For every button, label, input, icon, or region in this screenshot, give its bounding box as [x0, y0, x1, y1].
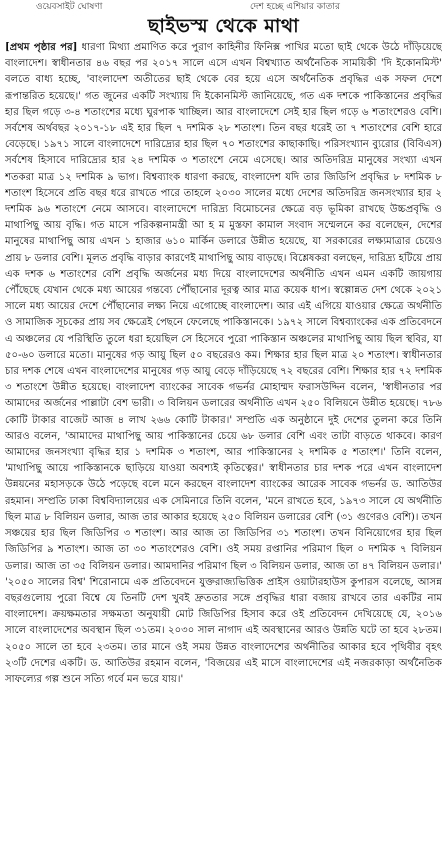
article-body [5, 40, 442, 862]
top-right-fragment: দেশ হচ্ছে এশিয়ার কাতার [250, 2, 340, 12]
continuation-marker: [প্রথম পৃষ্ঠার পর] [5, 42, 78, 53]
article-paragraph [5, 40, 442, 688]
article-text: ধারণা মিথ্যা প্রমাণিত করে পুরাণ কাহিনীর ফিনিক্স পাখির মতো ছাই থেকে উঠে দাঁড়িয়েছে বাংলাদেশ। স্বাধীনতার ৪৬ বছর পর ২০১৭ সালে এসে এখন বিশ্বখ্যাত অর্থনৈতিক সাময়িকী 'দি ইকোনমিস্ট' বলতে বাধ্য হচ্ছে, 'বাংলাদেশ অতীতের ছাই থেকে বের হয়ে এসে অর্থনৈতিক প্রবৃদ্ধির এক সফল দেশে রূপান্তরিত হয়েছে।' গত জুনের একটি সংখ্যায় দি ইকোনমিস্ট জানিয়েছে, গত এক দশকে পাকিস্তানের প্রবৃদ্ধির হার ছিল গড়ে ৩-৪ শতাংশের মধ্যে ঘুরপাক খাচ্ছিল। আর বাংলাদেশে সেই হার ছিল গড়ে ৬ শতাংশেরও বেশি। সর্বশেষ অর্থবছর ২০১৭-১৮ এই হার ছিল ৭ দশমিক ২৮ শতাংশ। তিন বছর ধরেই তা ৭ শতাংশের বেশি হারে বেড়েছে। ১৯৭১ সালে বাংলাদেশে দারিদ্র্যের হার ছিল ৭০ শতাংশের কাছাকাছি। পরিসংখ্যান ব্যুরোর (বিবিএস) সর্বশেষ হিসাবে দারিদ্র্যের হার ২৪ দশমিক ৩ শতাংশে নেমে এসেছে। আর অতিদরিদ্র মানুষের সংখ্যা এখন শতকরা মাত্র ১২ দশমিক ৯ ভাগ। বিশ্বব্যাংক ধারণা করছে, বাংলাদেশ যদি তার জিডিপি প্রবৃদ্ধির ৮ দশমিক ৮ শতাংশ হিসেবে প্রতি বছর ধরে রাখতে পারে তাহলে ২০৩০ সালের মধ্যে দেশের অতিদরিদ্র জনসংখ্যার হার ২ দশমিক ৯৬ শতাংশে নেমে আসবে। বাংলাদেশে দারিদ্র্য বিমোচনের ক্ষেত্রে বড় ভূমিকা রাখছে উচ্চপ্রবৃদ্ধি ও মাথাপিছু আয় বৃদ্ধি। গত মাসে পরিকল্পনামন্ত্রী আ হ ম মুস্তফা কামাল সংবাদ সম্মেলনে কর বলেছেন, দেশের মানুষের মাথাপিছু আয় এখন ১ হাজার ৬১০ মার্কিন ডলারে উন্নীত হয়েছে, যা সরকারের লক্ষ্যমাত্রার চেয়েও প্রায় ৮ ডলার বেশি। মূলত প্রবৃদ্ধি বাড়ার কারণেই মাথাপিছু আয় বাড়ছে। বিশ্লেষকরা বলছেন, দারিদ্র্য হটিয়ে প্রায় এক দশক ৬ শতাংশের বেশি প্রবৃদ্ধি অর্জনের মধ্য দিয়ে বাংলাদেশের অর্থনীতি এখন এমন একটি জায়গায় পৌঁছেছে যেখান থেকে মধ্য আয়ের গন্তব্যে পৌঁছানোর দূরত্ব আর মাত্র কয়েক ধাপ। স্বল্পোন্নত দেশ থেকে ২০২১ সালে মধ্য আয়ের দেশে পৌঁছানোর লক্ষ্য নিয়ে এগোচ্ছে বাংলাদেশ। আর এই এগিয়ে যাওয়ার ক্ষেত্রে অর্থনীতি ও সামাজিক সূচকের প্রায় সব ক্ষেত্রেই পেছনে ফেলেছে পাকিস্তানকে। ১৯৭২ সালে বিশ্বব্যাংকের এক প্রতিবেদনে এ অঞ্চলের যে পরিস্থিতি তুলে ধরা হয়েছিল সে হিসেবে পুরো পাকিস্তান অঞ্চলের মাথাপিছু আয় ছিল স্থবির, যা ৫০-৬০ ডলারে মতো। মানুষের গড় আয়ু ছিল ৫০ বছরেরও কম। শিক্ষার হার ছিল মাত্র ২০ শতাংশ। স্বাধীনতার চার দশক শেষে এখন বাংলাদেশের মানুষের গড় আয়ু বেড়ে দাঁড়িয়েছে ৭২ বছরের বেশি। শিক্ষার হার ৭২ দশমিক ৩ শতাংশে উন্নীত হয়েছে। বাংলাদেশ ব্যাংকের সাবেক গভর্নর মোহাম্মদ ফরাসউদ্দিন বলেন, 'স্বাধীনতার পর আমাদের অর্জনের পাল্লাটা বেশ ভারী। ৩ বিলিয়ন ডলারের অর্থনীতি এখন ২৫০ বিলিয়নে উন্নীত হয়েছে। ৭৮৬ কোটি টাকার বাজেট আজ ৪ লাখ ২৬৬ কোটি টাকার।' সম্প্রতি এক অনুষ্ঠানে দুই দেশের তুলনা করে তিনি আরও বলেন, 'আমাদের মাথাপিছু আয় পাকিস্তানের চেয়ে ৬৮ ডলার বেশি এবং তাটা বাড়তে থাকবে। কারণ আমাদের জনসংখ্যা বৃদ্ধির হার ১ দশমিক ৩ শতাংশ, আর পাকিস্তানের ২ দশমিক ৫ শতাংশ।' তিনি বলেন, 'মাথাপিছু আয়ে পাকিস্তানকে ছাড়িয়ে যাওয়া অবশ্যই কৃতিত্বের।' স্বাধীনতার চার দশক পরে এখন বাংলাদেশ উন্নয়নের মহাসড়কে উঠে পড়েছে বলে মনে করছেন বাংলাদেশ ব্যাংকের আরেক সাবেক গভর্নর ড. আতিউর রহমান। সম্প্রতি ঢাকা বিশ্ববিদ্যালয়ের এক সেমিনারে তিনি বলেন, 'মনে রাখতে হবে, ১৯৭৩ সালে যে অর্থনীতি ছিল মাত্র ৮ বিলিয়ন ডলার, আজ তার আকার হয়েছে ২৫০ বিলিয়ন ডলারের বেশি (৩১ গুণেরও বেশি)। তখন সঞ্চয়ের হার ছিল জিডিপির ৩ শতাংশ। আর আজ তা জিডিপির ৩১ শতাংশ। তখন বিনিয়োগের হার ছিল জিডিপির ৯ শতাংশ। আজ তা ৩০ শতাংশেরও বেশি। ওই সময় রপ্তানির পরিমাণ ছিল ০ দশমিক ৭ বিলিয়ন ডলার। আজ তা ৩৫ বিলিয়ন ডলার। আমদানির পরিমাণ ছিল ৩ বিলিয়ন ডলার, আজ তা ৪৭ বিলিয়ন ডলার।' '২০৫০ সালের বিশ্ব' শিরোনামে এক প্রতিবেদনে যুক্তরাজ্যভিত্তিক প্রাইস ওয়াটারহাউস কুপারস বলেছে, আসন্ন বছরগুলোয় পুরো বিশ্বে যে তিনটি দেশ খুবই দ্রুততার সঙ্গে প্রবৃদ্ধির ধারা বজায় রাখবে তার একটির নাম বাংলাদেশ। ক্রয়ক্ষমতার সক্ষমতা অনুযায়ী মোট জিডিপির হিসাব করে ওই প্রতিবেদন দেখিয়েছে যে, ২০১৬ সালে বাংলাদেশের অবস্থান ছিল ৩১তম। ২০৩০ সাল নাগাদ এই অবস্থানের আরও উন্নতি ঘটে তা হবে ২৮তম। ২০৫০ সালে তা হবে ২৩তম। তার মানে ওই সময় উন্নত বাংলাদেশের অর্থনীতির আকার হবে পৃথিবীর বৃহৎ ২৩টি দেশের একটি। ড. আতিউর রহমান বলেন, 'বিজয়ের এই মাসে বাংলাদেশের এই নজরকাড়া অর্থনৈতিক সাফল্যের গল্প শুনে সত্যি গর্বে মন ভরে যায়।' [5, 42, 442, 685]
headline: ছাইভস্ম থেকে মাথা [147, 15, 300, 37]
top-left-fragment: ওয়েবসাইট ঘোষণা [36, 2, 103, 12]
